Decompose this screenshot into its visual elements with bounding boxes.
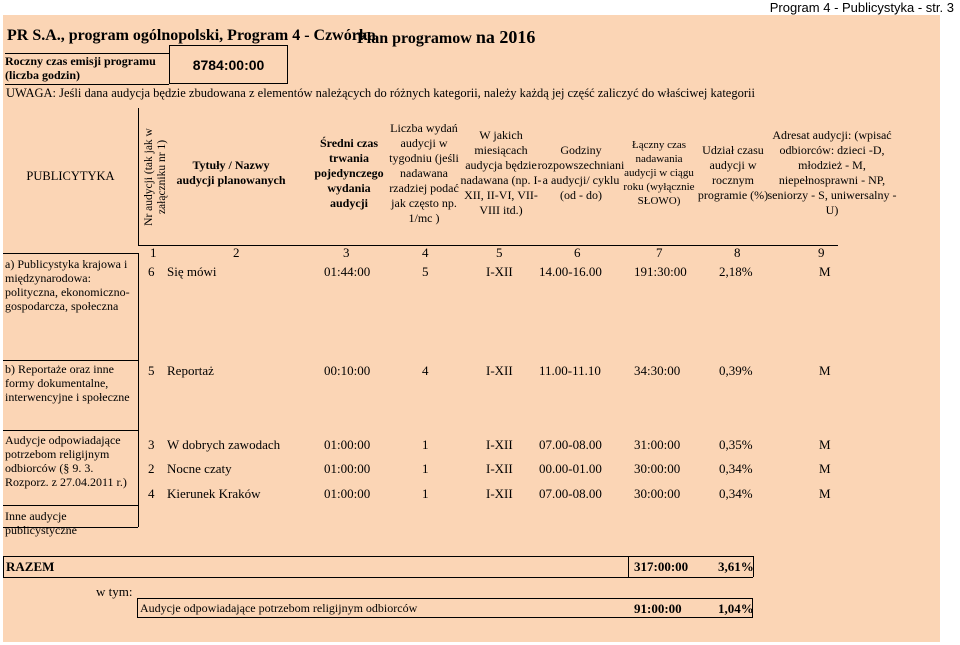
grid-line <box>3 253 138 254</box>
row-hours: 11.00-11.10 <box>539 363 601 378</box>
subtotal-label: Audycje odpowiadające potrzebom religijnym odbiorców <box>140 601 418 615</box>
subtotal-share: 1,04% <box>718 601 754 616</box>
row-title: Się mówi <box>167 264 217 279</box>
col-number: 7 <box>656 245 663 260</box>
col-number: 8 <box>734 245 741 260</box>
header-avg-duration: Średni czas trwania pojedynczego wydania audycji <box>314 135 384 210</box>
header-months: W jakich miesiącach audycja będzie nadawana (np. I-XII, II-VI, VII-VIII itd.) <box>460 128 542 217</box>
row-nr: 3 <box>148 437 155 452</box>
row-audience: M <box>819 264 831 279</box>
section-label-b-text: b) Reportaże oraz inne formy dokumentalne, interwencyjne i społeczne <box>5 362 130 404</box>
row-nr: 6 <box>148 264 155 279</box>
row-weekly: 1 <box>422 437 429 452</box>
row-audience: M <box>819 486 831 501</box>
subtotal-total: 91:00:00 <box>634 601 682 616</box>
totals-label: RAZEM <box>6 559 55 574</box>
row-share: 2,18% <box>719 264 753 279</box>
section-label-b <box>5 362 137 404</box>
table-row <box>138 486 838 504</box>
row-nr: 5 <box>148 363 155 378</box>
column-numbers-row <box>138 245 838 259</box>
row-duration: 01:00:00 <box>324 486 371 501</box>
table-row <box>138 264 838 282</box>
plan-year: na 2016 <box>475 27 536 47</box>
row-share: 0,34% <box>719 461 753 476</box>
note-text: UWAGA: Jeśli dana audycja będzie zbudowana z elementów należących do różnych kategorii, należy każdą jej część zaliczyć do właściwej kategorii <box>6 86 755 100</box>
row-hours: 00.00-01.00 <box>539 461 602 476</box>
row-title: Nocne czaty <box>167 461 232 476</box>
plan-title-prefix: Plan programow <box>357 30 476 47</box>
annual-time-label-box <box>5 53 169 85</box>
grid-line <box>3 430 138 431</box>
col-number: 2 <box>233 245 240 260</box>
plan-title <box>357 27 535 48</box>
totals-total: 317:00:00 <box>634 559 689 574</box>
row-duration: 01:44:00 <box>324 264 371 279</box>
row-weekly: 1 <box>422 461 429 476</box>
row-weekly: 5 <box>422 264 429 279</box>
row-duration: 01:00:00 <box>324 461 371 476</box>
row-total: 191:30:00 <box>634 264 687 279</box>
header-audience: Adresat audycji: (wpisać odbiorców: dzieci -D, młodzież - M, niepełnosprawni - NP, seniorzy - S, uniwersalny - U) <box>767 128 897 217</box>
header-titles: Tytuły / Nazwy audycji planowanych <box>176 158 286 187</box>
grid-line <box>3 556 4 577</box>
header-share: Udział czasu audycji w rocznym programie (%) <box>697 143 769 202</box>
row-months: I-XII <box>486 264 513 279</box>
row-months: I-XII <box>486 437 513 452</box>
row-hours: 07.00-08.00 <box>539 437 602 452</box>
grid-line <box>3 360 138 361</box>
table-row <box>138 363 838 381</box>
section-label-a-text: a) Publicystyka krajowa i międzynarodowa: polityczna, ekonomiczno-gospodarcza, społeczna <box>5 257 130 313</box>
row-total: 34:30:00 <box>634 363 681 378</box>
row-share: 0,34% <box>719 486 753 501</box>
row-duration: 01:00:00 <box>324 437 371 452</box>
section-label-a <box>5 257 137 313</box>
row-share: 0,39% <box>719 363 753 378</box>
row-nr: 4 <box>148 486 155 501</box>
document-title: PR S.A., program ogólnopolski, Program 4 - Czwórka <box>7 27 376 44</box>
row-hours: 07.00-08.00 <box>539 486 602 501</box>
row-audience: M <box>819 461 831 476</box>
row-weekly: 1 <box>422 486 429 501</box>
col-number: 6 <box>574 245 581 260</box>
row-months: I-XII <box>486 486 513 501</box>
section-label-religious-text: Audycje odpowiadające potrzebom religijnym odbiorców (§ 9. 3. Rozporz. z 27.04.2011 r.) <box>5 433 127 489</box>
header-category: PUBLICYTYKA <box>26 169 115 183</box>
annual-time-label-1: Roczny czas emisji programu <box>5 54 156 68</box>
grid-line <box>628 556 629 577</box>
grid-line <box>3 556 753 557</box>
header-total-time: Łączny czas nadawania audycji w ciągu roku (wyłącznie SŁOWO) <box>623 139 695 207</box>
page-header: Program 4 - Publicystyka - str. 3 <box>769 0 954 15</box>
row-nr: 2 <box>148 461 155 476</box>
grid-line <box>3 577 753 578</box>
header-nr: Nr audycji (tak jak w załączniku nr 1) <box>143 127 168 226</box>
table-row <box>138 437 838 455</box>
row-audience: M <box>819 437 831 452</box>
row-share: 0,35% <box>719 437 753 452</box>
grid-line <box>3 505 138 506</box>
row-title: Kierunek Kraków <box>167 486 261 501</box>
col-number: 5 <box>496 245 503 260</box>
section-label-religious <box>5 433 137 489</box>
col-number: 3 <box>343 245 350 260</box>
col-number: 4 <box>422 245 429 260</box>
row-weekly: 4 <box>422 363 429 378</box>
col-number: 1 <box>150 245 157 260</box>
row-duration: 00:10:00 <box>324 363 371 378</box>
row-months: I-XII <box>486 461 513 476</box>
row-title: Reportaż <box>167 363 214 378</box>
annual-time-value: 8784:00:00 <box>169 45 288 84</box>
row-total: 30:00:00 <box>634 461 681 476</box>
row-hours: 14.00-16.00 <box>539 264 602 279</box>
header-hours: Godziny rozpowszechniani a audycji/ cyklu (od - do) <box>537 143 625 202</box>
section-label-other-text: Inne audycje publicystyczne <box>5 509 77 537</box>
row-total: 31:00:00 <box>634 437 681 452</box>
header-weekly: Liczba wydań audycji w tygodniu (jeśli nadawana rzadziej podać jak często np. 1/mc ) <box>389 120 459 225</box>
row-audience: M <box>819 363 831 378</box>
row-title: W dobrych zawodach <box>167 437 281 452</box>
row-total: 30:00:00 <box>634 486 681 501</box>
w-tym-label: w tym: <box>96 584 133 599</box>
table-row <box>138 461 838 479</box>
section-label-other <box>5 509 137 537</box>
row-months: I-XII <box>486 363 513 378</box>
annual-time-label-2: (liczba godzin) <box>5 68 80 82</box>
col-number: 9 <box>818 245 825 260</box>
header-nr-cell <box>138 108 174 245</box>
totals-share: 3,61% <box>718 559 754 574</box>
